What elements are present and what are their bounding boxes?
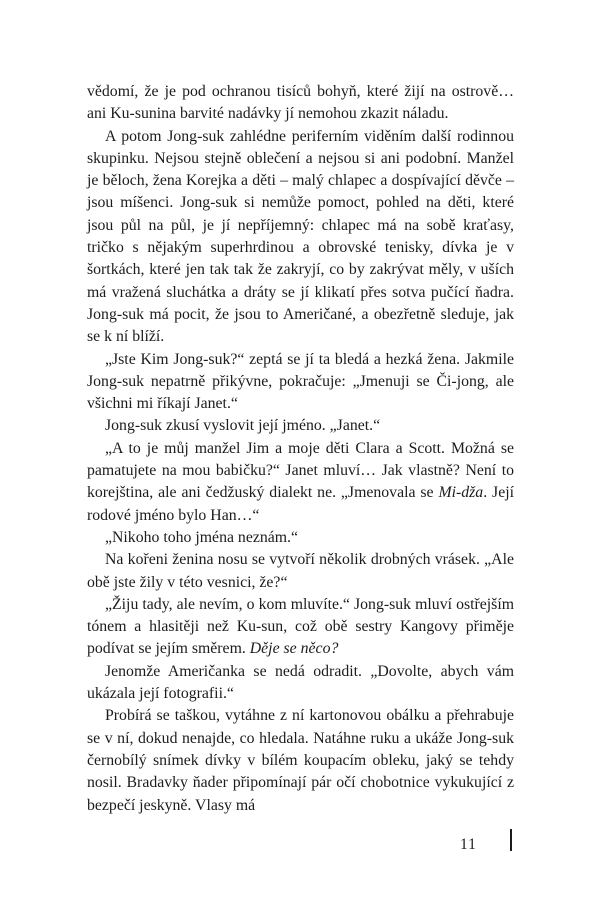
paragraph-text: Jenomže Američanka se nedá odradit. „Dovolte, abych vám ukázala její fotografii.“ — [87, 662, 514, 703]
paragraph — [87, 527, 514, 549]
paragraph-text: . Její rodové jméno bylo Han…“ — [87, 484, 514, 524]
italic-text: Mi-dža — [438, 484, 484, 502]
paragraph — [87, 594, 514, 661]
paragraph — [87, 126, 514, 349]
paragraph-text: Jong-suk zkusí vyslovit její jméno. „Janet.“ — [105, 417, 381, 435]
paragraph-text: „Nikoho toho jména neznám.“ — [105, 528, 299, 546]
paragraph-text: vědomí, že je pod ochranou tisíců bohyň, které žijí na ostrově… ani Ku-sunina barvité nadávky jí nemohou zkazit náladu. — [87, 83, 514, 123]
paragraph — [87, 438, 514, 527]
paragraph-text: „Jste Kim Jong-suk?“ zeptá se jí ta bledá a hezká žena. Jakmile Jong-suk nepatrně přikývne, pokračuje: „Jmenuji se Či-jong, ale všichni mi říkají Janet.“ — [87, 350, 514, 413]
italic-text: Děje se něco? — [249, 640, 339, 658]
paragraph — [87, 705, 514, 816]
paragraph — [87, 349, 514, 416]
page-number-rule — [510, 829, 512, 851]
paragraph — [87, 661, 514, 706]
paragraph — [87, 549, 514, 594]
paragraph — [87, 415, 514, 437]
paragraph-text: Na kořeni ženina nosu se vytvoří několik drobných vrásek. „Ale obě jste žily v této vesnici, že?“ — [87, 551, 514, 591]
body-text — [87, 81, 514, 817]
paragraph-text: Probírá se taškou, vytáhne z ní kartonovou obálku a přehrabuje se v ní, dokud nenajde, co hledala. Natáhne ruku a ukáže Jong-suk černobílý snímek dívky v bílém koupacím obleku, jaký se tehdy nosil. Bradavky ňader připomínají pár očí chobotnice vykukující z bezpečí jeskyně. Vlasy má — [87, 707, 514, 814]
paragraph-text: A potom Jong-suk zahlédne periferním viděním další rodinnou skupinku. Nejsou stejně oblečení a nejsou si ani podobní. Manžel je běloch, žena Korejka a děti – malý chlapec a dospívající děvče – jsou míšenci. Jong-suk si nemůže pomoct, pohled na děti, které jsou půl na půl, je jí nepříjemný: chlapec má na sobě kraťasy, tričko s nějakým superhrdinou a obrovské tenisky, dívka je v šortkách, které jen tak tak že zakryjí, co by zakrývat měly, v uších má vražená sluchátka a dráty se jí klikatí přes sotva pučící ňadra. Jong-suk má pocit, že jsou to Američané, a obezřetně sleduje, jak se k ní blíží. — [87, 127, 514, 346]
paragraph-text: „A to je můj manžel Jim a moje děti Clara a Scott. Možná se pamatujete na mou babičku?“ Janet mluví… Jak vlastně? Není to korejština, ale ani čedžuský dialekt ne. „Jmenovala se — [87, 439, 514, 502]
paragraph — [87, 81, 514, 126]
paragraph-text: „Žiju tady, ale nevím, o kom mluvíte.“ Jong-suk mluví ostřejším tónem a hlasitěji než Ku-sun, což obě sestry Kangovy přiměje podívat se jejím směrem. — [87, 595, 514, 658]
page-number: 11 — [460, 836, 477, 853]
